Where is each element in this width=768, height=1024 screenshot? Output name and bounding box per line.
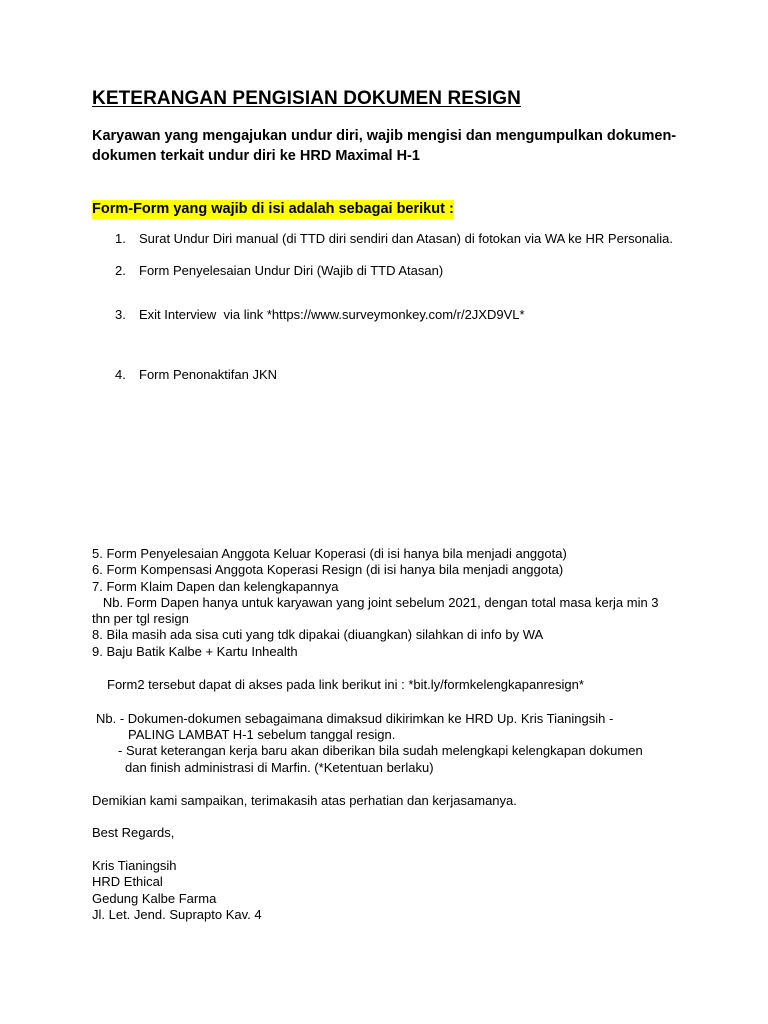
signature-building: Gedung Kalbe Farma xyxy=(92,890,217,906)
list-item-6: 6. Form Kompensasi Anggota Koperasi Resign (di isi hanya bila menjadi anggota) xyxy=(92,562,564,578)
form-heading xyxy=(92,201,454,217)
signature-name: Kris Tianingsih xyxy=(92,858,177,873)
dapen-note-line-1: Nb. Form Dapen hanya untuk karyawan yang joint sebelum 2021, dengan total masa kerja min 3 xyxy=(92,594,659,610)
list-item-5: 5. Form Penyelesaian Anggota Keluar Koperasi (di isi hanya bila menjadi anggota) xyxy=(92,546,567,561)
list-item-7: 7. Form Klaim Dapen dan kelengkapannya xyxy=(92,578,339,594)
intro-line-1: Karyawan yang mengajukan undur diri, wajib mengisi dan mengumpulkan dokumen- xyxy=(92,128,677,144)
nb-line-1: Nb. - Dokumen-dokumen sebagaimana dimaksud dikirimkan ke HRD Up. Kris Tianingsih - xyxy=(96,711,614,726)
closing-statement: Demikian kami sampaikan, terimakasih atas perhatian dan kerjasamanya. xyxy=(92,793,517,808)
nb-line-3: - Surat keterangan kerja baru akan diberikan bila sudah melengkapi kelengkapan dokumen xyxy=(118,743,643,758)
additional-list xyxy=(92,546,659,660)
list-item-3-number: 3. xyxy=(115,307,126,322)
form-heading-highlight: Form-Form yang wajib di isi adalah sebagai berikut : xyxy=(92,201,454,217)
signature-address: Jl. Let. Jend. Suprapto Kav. 4 xyxy=(92,906,262,922)
list-item-2 xyxy=(115,263,443,279)
nb-line-2: PALING LAMBAT H-1 sebelum tanggal resign. xyxy=(128,727,396,742)
list-item-1-text: Surat Undur Diri manual (di TTD diri sendiri dan Atasan) di fotokan via WA ke HR Personalia. xyxy=(139,231,673,246)
list-item-2-text: Form Penyelesaian Undur Diri (Wajib di TTD Atasan) xyxy=(139,263,444,278)
document-title: KETERANGAN PENGISIAN DOKUMEN RESIGN xyxy=(92,88,521,109)
list-item-1-number: 1. xyxy=(115,231,126,246)
intro-line-2: dokumen terkait undur diri ke HRD Maximal H-1 xyxy=(92,148,420,164)
dapen-note-line-2: thn per tgl resign xyxy=(92,611,189,627)
list-item-3-text: Exit Interview via link *https://www.surveymonkey.com/r/2JXD9VL* xyxy=(139,307,525,322)
list-item-8: 8. Bila masih ada sisa cuti yang tdk dipakai (diuangkan) silahkan di info by WA xyxy=(92,627,544,643)
nb-line-4: dan finish administrasi di Marfin. (*Ketentuan berlaku) xyxy=(125,760,434,775)
list-item-3 xyxy=(115,307,525,323)
intro-paragraph xyxy=(92,126,676,166)
list-item-9: 9. Baju Batik Kalbe + Kartu Inhealth xyxy=(92,643,298,659)
list-item-2-number: 2. xyxy=(115,263,126,278)
list-item-1 xyxy=(115,231,673,247)
list-item-4-number: 4. xyxy=(115,367,126,382)
link-note: Form2 tersebut dapat di akses pada link berikut ini : *bit.ly/formkelengkapanresign* xyxy=(107,677,584,692)
signature-block xyxy=(92,858,262,923)
signature-title: HRD Ethical xyxy=(92,874,163,890)
list-item-4-text: Form Penonaktifan JKN xyxy=(139,367,278,382)
regards: Best Regards, xyxy=(92,825,175,840)
list-item-4 xyxy=(115,367,277,383)
